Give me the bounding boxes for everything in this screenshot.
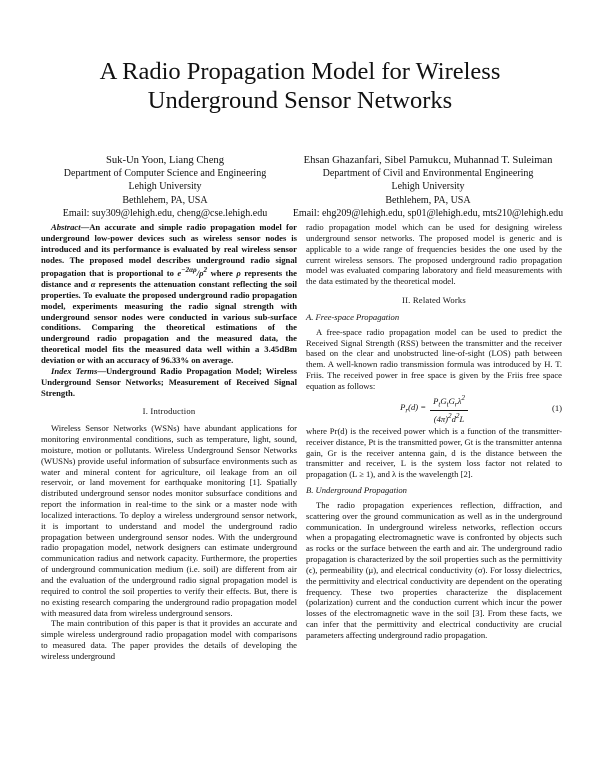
index-terms: Index Terms—Underground Radio Propagation Model; Wireless Underground Sensor Networks; Measurement of Received Signal Strength.: [41, 365, 297, 398]
abstract-paragraph: Abstract—An accurate and simple radio propagation model for underground low-power devices such as wireless sensor nodes is introduced and its performance is evaluated by real wireless sensor nodes. The proposed model describes underground radio signal propagation that is proportional to $e^{-2\alpha\rho}/\rho^2$ where ρ represents the distance and α represents the attenuation constant reflecting the soil properties. To evaluate the proposed underground radio propagation model, experiments measuring the radio signal strength with underground sensor nodes were conducted in various sub-surface conditions. Comparing the theoretical estimations of the underground radio propagation and the measured data, the theoretical model fits the measured data well within a 3.45dBm deviation or with an accuracy of 96.33% on average.: [41, 222, 297, 365]
author-names: Suk-Un Yoon, Liang Cheng: [105, 155, 224, 166]
free-space-paragraph-2: where Pr(d) is the received power which is a function of the transmitter-receiver distance, Pt is the transmitted power, Gt is the transmitter antenna gain, Gr is the receiver antenna gain, d is the distance between the transmitter and receiver, L is the system loss factor not related to propagation (L ≥ 1), and λ is the wavelength [2].: [306, 425, 562, 480]
section-heading-introduction: I. Introduction: [142, 406, 196, 417]
author-block-right: [278, 154, 578, 220]
equation-lhs: $P_r(d)$ =: [400, 401, 427, 415]
intro-continuation: radio propagation model which can be used for designing wireless underground sensor networks. The proposed model is generic and is applicable to a wide range of frequencies besides the one used by the current wireless sensors. The proposed underground radio propagation model was evaluated comparing laboratory and field measurements with the data estimated by the theoretical model.: [306, 222, 562, 287]
intro-paragraph-2: The main contribution of this paper is that it provides an accurate and simple wireless underground radio propagation model with comparisons to measured data. The paper provides the details of developing the wireless underground: [41, 618, 297, 661]
formula-expression: $e^{-2\alpha\rho}/\rho^2$: [177, 266, 208, 279]
paper-title: A Radio Propagation Model for Wireless Underground Sensor Networks: [99, 58, 501, 114]
index-terms-label: Index Terms: [51, 365, 98, 376]
left-column: [41, 222, 297, 662]
author-university: Lehigh University: [391, 181, 465, 193]
subsection-underground: B. Underground Propagation: [306, 485, 407, 496]
equation-denominator: $(4\pi)^2d^2L$: [433, 412, 465, 425]
author-city: Bethlehem, PA, USA: [385, 194, 471, 206]
intro-paragraph-1: Wireless Sensor Networks (WSNs) have abundant applications for monitoring environmental conditions, such as temperature, light, sound, moisture, motion or pollutants. Wireless Underground Sensor Networks (WUSNs) provide useful information of subsurface environments such as water and mineral content for agriculture, oil leakage from an oil reservoir, or land movement for earthquake monitoring [1]. Spatially distributed underground sensor nodes monitor subsurface conditions and report the information in real-time to the sink or a master node with localized interactions. To deploy a wireless underground sensor network, it is important to understand and model the underground radio propagation between underground sensor nodes. With the underground radio propagation model, network designers can estimate underground communication radius and network capacity. Furthermore, the properties of underground communication medium (i.e. soil) are different from air and the evaluation of the underground radio signal propagation model is required to control the soil properties to verify their effects. But, there is no existing research comparing the underground radio propagation model with measured data from wireless underground sensors.: [41, 423, 297, 618]
author-block-left: [40, 154, 290, 220]
subsection-free-space: A. Free-space Propagation: [306, 311, 400, 322]
abstract: [41, 222, 297, 398]
author-email: Email: suy309@lehigh.edu, cheng@cse.lehigh.edu: [62, 207, 268, 219]
abstract-label: Abstract: [51, 222, 81, 232]
author-department: Department of Computer Science and Engineering: [63, 168, 267, 180]
author-university: Lehigh University: [128, 181, 202, 193]
friis-equation: [306, 394, 562, 424]
section-heading-related-works: II. Related Works: [402, 295, 466, 306]
author-email: Email: ehg209@lehigh.edu, sp01@lehigh.edu, mts210@lehigh.edu: [292, 207, 564, 219]
equation-number: (1): [551, 402, 562, 413]
right-column: [306, 222, 562, 641]
author-department: Department of Civil and Environmental Engineering: [322, 168, 534, 180]
equation-fraction: [430, 393, 468, 425]
equation-numerator: $P_tG_tG_r\lambda^2$: [430, 393, 468, 411]
free-space-paragraph-1: A free-space radio propagation model can be used to predict the Received Signal Strength (RSS) between the transmitter and the receiver based on the clear and unobstructed line-of-sight (LOS) path between them. A well-known radio transmission formula was introduced by H. T. Friis. The received power in free space is given by the Friis free space equation as follows:: [306, 326, 562, 391]
underground-paragraph: The radio propagation experiences reflection, diffraction, and scattering over the ground communication as well as in the underground communication. In underground wireless networks, reflection occurs when a propagating electromagnetic wave is confronted by objects such as rocks or the surface between the earth and air. The underground radio propagation is characterized by the soil properties such as the permittivity (ϵ), permeability (μ), and electrical conductivity (σ). For lossy dielectrics, the permittivity and electrical conductivity are dependent on the operating frequency. These two properties characterize the displacement (polarization) current and the conduction current which incur the power losses of the electromagnetic wave in the soil [3]. From these facts, we can infer that the permittivity and electrical conductivity are crucial parameters affecting underground radio propagation.: [306, 499, 562, 640]
author-city: Bethlehem, PA, USA: [122, 194, 208, 206]
author-names: Ehsan Ghazanfari, Sibel Pamukcu, Muhannad T. Suleiman: [303, 155, 553, 166]
